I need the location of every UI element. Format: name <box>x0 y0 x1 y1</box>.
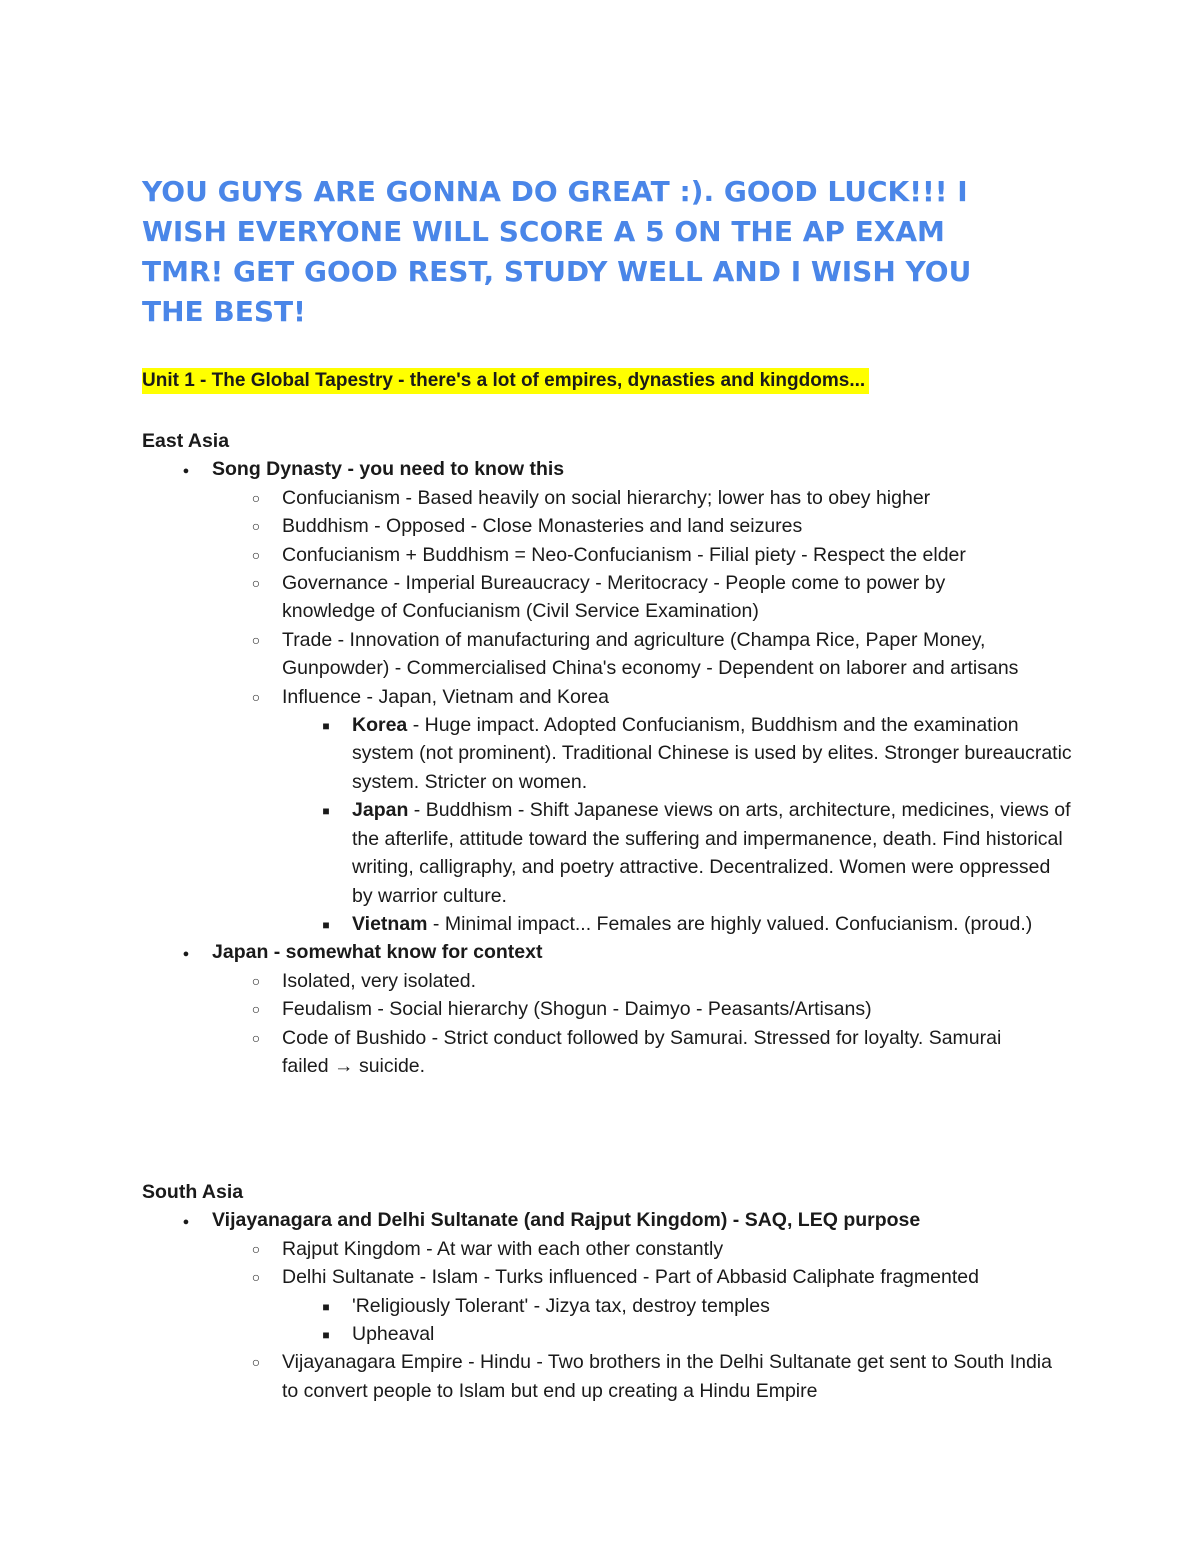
region-title: East Asia <box>142 430 230 452</box>
list-item-text: Buddhism - Opposed - Close Monasteries and land seizures <box>282 515 803 538</box>
list-item <box>142 1320 1082 1348</box>
bullet-circle-icon <box>246 484 266 512</box>
bullet-circle-icon <box>246 1024 266 1052</box>
list-item <box>142 796 1082 910</box>
list-item-text: Governance - Imperial Bureaucracy - Meritocracy - People come to power by knowledge of Confucianism (Civil Service Examination) <box>282 572 946 623</box>
list-item <box>142 1292 1082 1320</box>
list-item-text: Isolated, very isolated. <box>282 969 477 992</box>
list-item <box>142 484 1082 512</box>
list-item <box>142 1348 1082 1405</box>
bullet-circle-icon <box>246 512 266 540</box>
list-item-text: Confucianism + Buddhism = Neo-Confucianism - Filial piety - Respect the elder <box>282 543 966 566</box>
list-item-text: - Huge impact. Adopted Confucianism, Buddhism and the examination system (not prominent). Traditional Chinese is used by elites. Stronger bureaucratic system. Stricter on women. <box>352 714 1072 793</box>
south-asia-list <box>142 1206 1082 1405</box>
list-item-text: 'Religiously Tolerant' - Jizya tax, destroy temples <box>352 1294 770 1317</box>
list-item <box>142 1206 1082 1234</box>
list-item <box>142 938 1082 966</box>
list-item <box>142 1024 1082 1081</box>
list-item <box>142 455 1082 483</box>
list-item-text: Feudalism - Social hierarchy (Shogun - Daimyo - Peasants/Artisans) <box>282 998 872 1021</box>
list-item <box>142 541 1082 569</box>
banner-line: YOU GUYS ARE GONNA DO GREAT :). GOOD LUCK!!! I <box>142 175 968 208</box>
list-item <box>142 512 1082 540</box>
bullet-square-icon <box>316 910 336 939</box>
list-item-text: Upheaval <box>352 1323 435 1346</box>
east-asia-section <box>142 427 1082 1080</box>
country-name: Japan <box>352 799 409 822</box>
country-name: Vietnam <box>352 912 428 935</box>
banner-line: WISH EVERYONE WILL SCORE A 5 ON THE AP EXAM <box>142 215 945 248</box>
bullet-disc-icon <box>176 455 196 485</box>
bullet-square-icon <box>316 796 336 825</box>
list-item <box>142 569 1082 626</box>
list-item <box>142 967 1082 995</box>
list-item-text: Code of Bushido - Strict conduct followed by Samurai. Stressed for loyalty. Samurai failed → suicide. <box>282 1026 1002 1077</box>
unit-heading: Unit 1 - The Global Tapestry - there's a lot of empires, dynasties and kingdoms... <box>142 368 869 394</box>
list-item <box>142 995 1082 1023</box>
topic-heading: Vijayanagara and Delhi Sultanate (and Rajput Kingdom) - SAQ, LEQ purpose <box>212 1209 921 1232</box>
list-item <box>142 1263 1082 1291</box>
bullet-square-icon <box>316 1292 336 1321</box>
region-title: South Asia <box>142 1181 244 1203</box>
list-item-text: Confucianism - Based heavily on social hierarchy; lower has to obey higher <box>282 486 931 509</box>
bullet-circle-icon <box>246 569 266 597</box>
bullet-circle-icon <box>246 995 266 1023</box>
list-item-text: - Buddhism - Shift Japanese views on arts, architecture, medicines, views of the afterlife, attitude toward the suffering and impermanence, death. Find historical writing, calligraphy, and poetry attractive. Decentralized. Women were oppressed by warrior culture. <box>352 799 1071 907</box>
bullet-circle-icon <box>246 1235 266 1263</box>
bullet-circle-icon <box>246 626 266 654</box>
banner-line: THE BEST! <box>142 295 306 328</box>
list-item-text: Rajput Kingdom - At war with each other constantly <box>282 1237 724 1260</box>
bullet-circle-icon <box>246 1348 266 1376</box>
bullet-square-icon <box>316 711 336 740</box>
bullet-circle-icon <box>246 541 266 569</box>
south-asia-section <box>142 1178 1082 1405</box>
list-item <box>142 711 1082 796</box>
list-item-text: Influence - Japan, Vietnam and Korea <box>282 685 610 708</box>
list-item <box>142 910 1082 938</box>
bullet-circle-icon <box>246 967 266 995</box>
list-item-text: Trade - Innovation of manufacturing and agriculture (Champa Rice, Paper Money, Gunpowder) - Commercialised China's economy - Dependent on laborer and artisans <box>282 628 1019 680</box>
list-item-text: Vijayanagara Empire - Hindu - Two brothers in the Delhi Sultanate get sent to South India to convert people to Islam but end up creating a Hindu Empire <box>282 1351 1052 1402</box>
list-item-text: Delhi Sultanate - Islam - Turks influenced - Part of Abbasid Caliphate fragmented <box>282 1266 979 1289</box>
bullet-disc-icon <box>176 938 196 968</box>
topic-heading: Japan - somewhat know for context <box>212 941 543 964</box>
bullet-circle-icon <box>246 1263 266 1291</box>
bullet-square-icon <box>316 1320 336 1349</box>
list-item <box>142 1235 1082 1263</box>
list-item <box>142 626 1082 683</box>
bullet-disc-icon <box>176 1206 196 1236</box>
east-asia-list <box>142 455 1082 1080</box>
encouragement-banner <box>142 172 1042 332</box>
banner-line: TMR! GET GOOD REST, STUDY WELL AND I WISH YOU <box>142 255 972 288</box>
list-item <box>142 683 1082 711</box>
topic-heading: Song Dynasty - you need to know this <box>212 458 565 481</box>
country-name: Korea <box>352 714 408 737</box>
list-item-text: - Minimal impact... Females are highly valued. Confucianism. (proud.) <box>427 912 1033 935</box>
bullet-circle-icon <box>246 683 266 711</box>
